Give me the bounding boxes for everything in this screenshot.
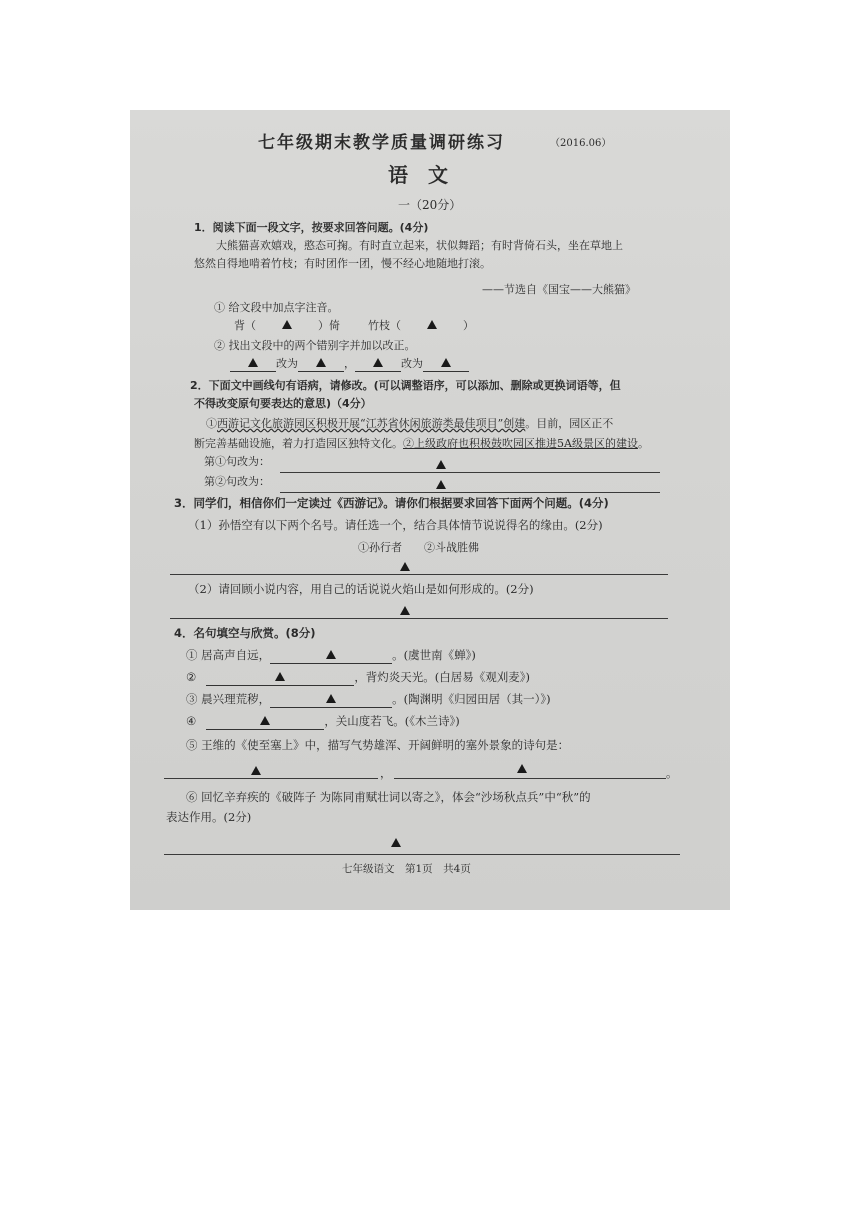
answer-slot[interactable] <box>423 356 469 372</box>
answer-slot[interactable] <box>230 356 276 372</box>
q2-underlined-sentence1: 西游记文化旅游园区积极开展“江苏省休闲旅游类最佳项目”创建 <box>217 417 526 430</box>
q4-line1-end: 。(虞世南《蝉》) <box>392 648 476 662</box>
q4-line5-comma: ， <box>380 766 392 780</box>
triangle-marker-icon <box>400 562 410 571</box>
q3-prompt: 3．同学们，相信你们一定读过《西游记》。请你们根据要求回答下面两个问题。(4分) <box>174 496 609 510</box>
q1-passage-line1: 大熊猫喜欢嬉戏，憨态可掬。有时直立起来，状似舞蹈；有时背倚石头，坐在草地上 <box>216 239 623 252</box>
triangle-marker-icon <box>373 358 383 367</box>
q4-line2-start: ② <box>186 670 197 684</box>
answer-slot[interactable] <box>206 714 324 730</box>
q1-pinyin-row <box>234 318 474 333</box>
q3-names: ①孙行者 ②斗战胜佛 <box>358 541 479 554</box>
triangle-marker-icon <box>441 358 451 367</box>
q3-answer1-line[interactable] <box>170 574 668 575</box>
q4-line2-end: ，背灼炎天光。(白居易《观刈麦》) <box>354 670 531 684</box>
q4-line6a: ⑥ 回忆辛弃疾的《破阵子 为陈同甫赋壮词以寄之》，体会“沙场秋点兵”中“秋”的 <box>186 790 591 804</box>
q2-answer2-line[interactable] <box>280 492 660 493</box>
triangle-marker-icon <box>391 838 401 847</box>
q2-mark1: ① <box>206 417 217 430</box>
q1-comma: ， <box>344 357 355 370</box>
answer-slot[interactable] <box>206 670 354 686</box>
q1-pinyin2-close: ） <box>463 319 474 332</box>
q1-fix1-label: 改为 <box>276 357 298 370</box>
q4-line3-start: ③ 晨兴理荒秽， <box>186 692 271 706</box>
answer-slot[interactable] <box>401 318 463 333</box>
q4-line2 <box>186 670 530 686</box>
q1-passage-line2: 悠然自得地啃着竹枝；有时团作一团，慢不经心地随地打滚。 <box>194 257 491 270</box>
q1-sub1: ① 给文段中加点字注音。 <box>214 301 339 314</box>
triangle-marker-icon <box>316 358 326 367</box>
triangle-marker-icon <box>326 694 336 703</box>
q1-source: ——节选自《国宝——大熊猫》 <box>482 283 636 296</box>
q1-sub2: ② 找出文段中的两个错别字并加以改正。 <box>214 339 416 352</box>
q2-prompt-line1: 2．下面文中画线句有语病，请修改。(可以调整语序，可以添加、删除或更换词语等，但 <box>190 379 621 392</box>
triangle-marker-icon <box>251 766 261 775</box>
q3-sub2: （2）请回顾小说内容，用自己的话说说火焰山是如何形成的。(2分) <box>188 582 534 596</box>
q4-line4 <box>186 714 460 730</box>
q3-answer2-line[interactable] <box>170 618 668 619</box>
q2-text1-rest: 。目前，园区正不 <box>525 417 614 430</box>
q2-prompt-line2: 不得改变原句要表达的意思)（4分） <box>194 397 372 410</box>
q4-line5-answer-a[interactable] <box>164 778 378 779</box>
q4-line4-start: ④ <box>186 714 197 728</box>
answer-slot[interactable] <box>355 356 401 372</box>
q3-sub1: （1）孙悟空有以下两个名号。请任选一个，结合具体情节说说得名的缘由。(2分) <box>188 518 603 532</box>
date-label: （2016.06） <box>550 138 612 149</box>
q4-prompt: 4．名句填空与欣赏。(8分) <box>174 626 316 640</box>
section-title: 一（20分） <box>398 198 462 212</box>
q2-text2-rest: 。 <box>637 437 649 450</box>
q4-line6-answer[interactable] <box>164 854 680 855</box>
answer-slot[interactable] <box>256 318 318 333</box>
q2-underlined-sentence2: ②上级政府也积极鼓吹园区推进5A级景区的建设 <box>403 437 638 450</box>
q4-line3-end: 。(陶渊明《归园田居（其一）》) <box>392 692 551 706</box>
answer-slot[interactable] <box>270 692 392 708</box>
q2-text2: 断完善基础设施，着力打造园区独特文化。 <box>194 437 403 450</box>
answer-slot[interactable] <box>270 648 392 664</box>
q4-line6b: 表达作用。(2分) <box>166 810 252 824</box>
triangle-marker-icon <box>427 320 437 329</box>
q2-answer2-label: 第②句改为： <box>204 475 270 488</box>
q4-line1 <box>186 648 476 664</box>
triangle-marker-icon <box>436 460 446 469</box>
triangle-marker-icon <box>275 672 285 681</box>
q2-text-line1 <box>206 416 613 431</box>
page-footer: 七年级语文 第1页 共4页 <box>342 863 471 875</box>
q4-line4-end: ，关山度若飞。(《木兰诗》) <box>324 714 460 728</box>
triangle-marker-icon <box>400 606 410 615</box>
q4-line5: ⑤ 王维的《使至塞上》中，描写气势雄浑、开阔鲜明的塞外景象的诗句是： <box>186 738 570 752</box>
q2-text-line2 <box>194 436 649 451</box>
q2-answer1-line[interactable] <box>280 472 660 473</box>
q1-pinyin1-open: 背（ <box>234 319 256 332</box>
triangle-marker-icon <box>260 716 270 725</box>
q4-line1-start: ① 居高声自远， <box>186 648 271 662</box>
triangle-marker-icon <box>282 320 292 329</box>
triangle-marker-icon <box>436 480 446 489</box>
q1-pinyin2-open: 竹枝（ <box>368 319 401 332</box>
q4-line5-end: 。 <box>666 766 678 780</box>
q2-answer1-label: 第①句改为： <box>204 455 270 468</box>
page-title: 七年级期末教学质量调研练习 <box>258 133 505 153</box>
triangle-marker-icon <box>248 358 258 367</box>
q4-line5-answer-b[interactable] <box>394 778 666 779</box>
q1-prompt: 1．阅读下面一段文字，按要求回答问题。(4分) <box>194 221 429 234</box>
answer-slot[interactable] <box>298 356 344 372</box>
triangle-marker-icon <box>326 650 336 659</box>
q4-line3 <box>186 692 551 708</box>
q1-fix-row <box>230 356 469 372</box>
q1-pinyin1-close: ）倚 <box>318 319 340 332</box>
exam-sheet <box>130 110 730 910</box>
triangle-marker-icon <box>517 764 527 773</box>
subject-title: 语 文 <box>388 163 448 187</box>
q1-fix2-label: 改为 <box>401 357 423 370</box>
